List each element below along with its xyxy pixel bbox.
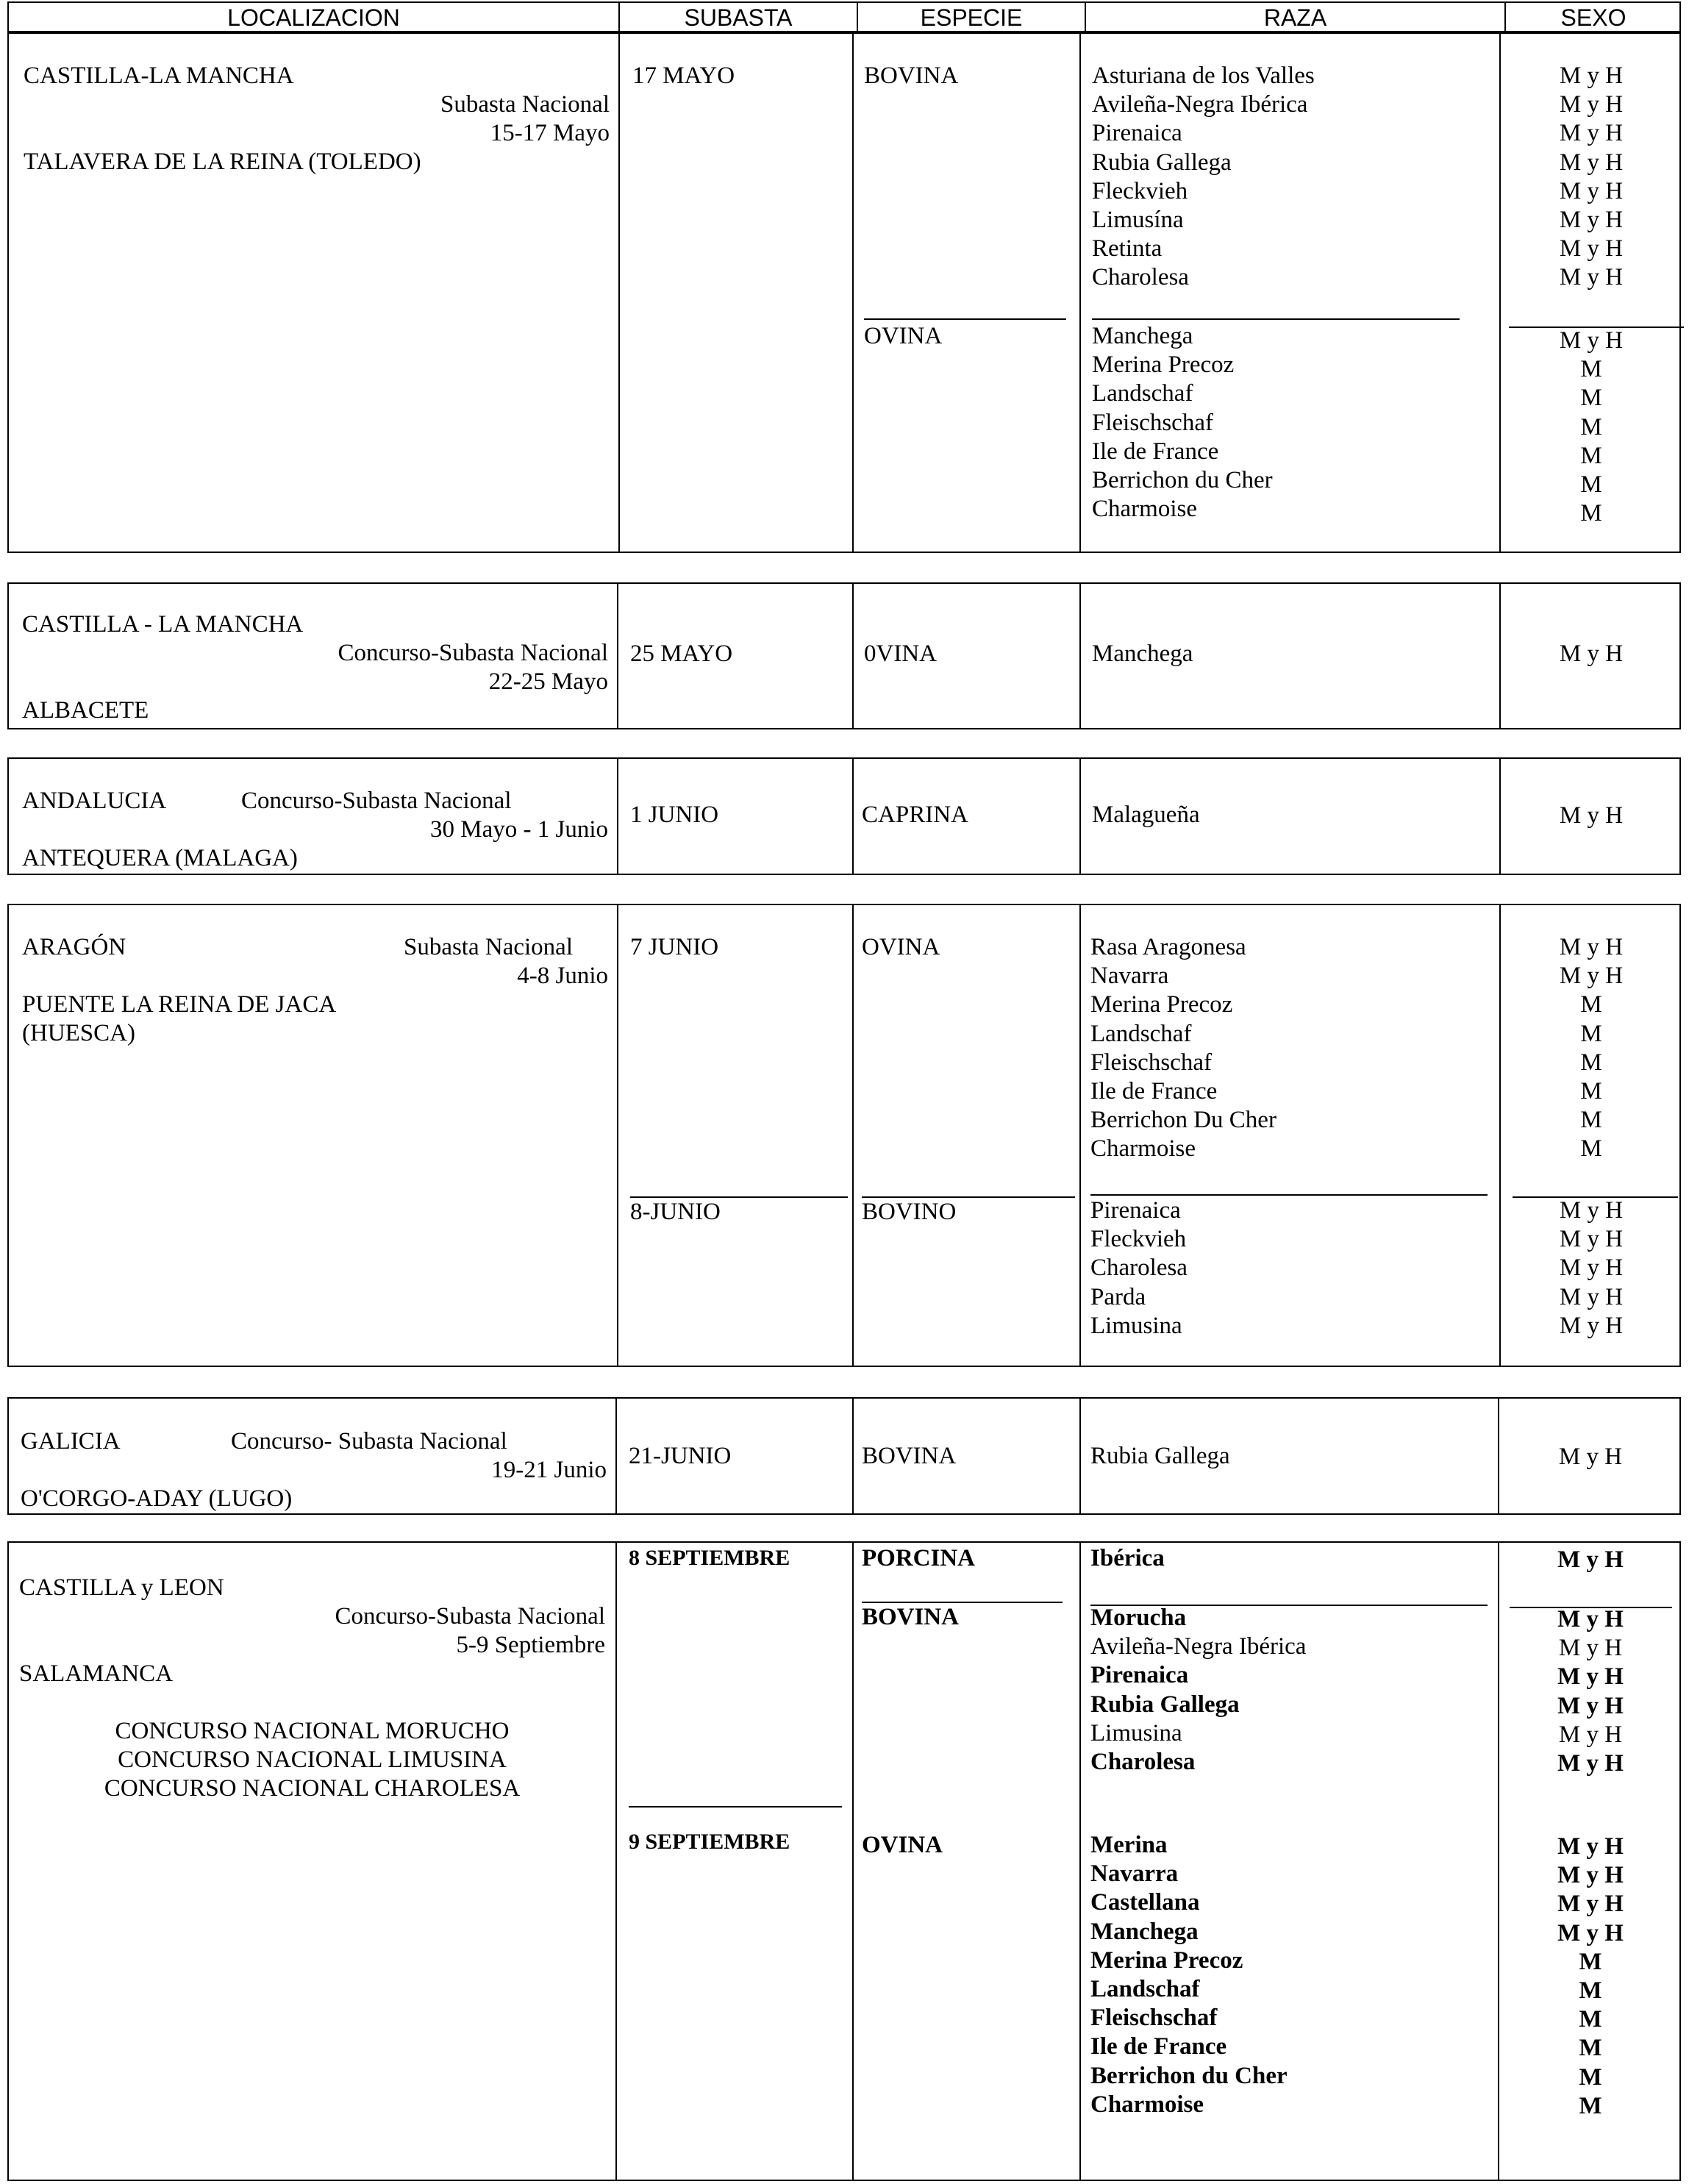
event-dates: 30 Mayo - 1 Junio [430, 816, 608, 843]
subasta-date: 25 MAYO [630, 640, 733, 667]
sexo-item: M y H [1559, 1283, 1624, 1310]
sexo-item: M y H [1559, 235, 1624, 263]
event-type: Subasta Nacional [440, 91, 610, 118]
raza-item: Landschaf [1090, 1020, 1192, 1047]
sexo-item: M [1579, 2063, 1602, 2091]
event-type: Concurso- Subasta Nacional [231, 1428, 507, 1455]
sexo-item: M y H [1559, 1197, 1624, 1224]
raza-item: Berrichon du Cher [1090, 2062, 1288, 2089]
raza-item: Merina Precoz [1092, 351, 1235, 379]
raza-item: Ile de France [1090, 2033, 1227, 2060]
subasta-date: 8-JUNIO [630, 1199, 721, 1225]
sexo-item: M [1580, 1135, 1602, 1163]
sexo-item: M y H [1557, 1891, 1624, 1918]
raza-item: Merina Precoz [1090, 1946, 1243, 1974]
sexo-item: M y H [1557, 1749, 1624, 1777]
sexo-item: M y H [1557, 1606, 1624, 1632]
region-name: ANDALUCIA [22, 788, 167, 814]
group-divider [1090, 1194, 1488, 1196]
sexo-item: M [1580, 1107, 1602, 1134]
region-name: CASTILLA - LA MANCHA [22, 611, 304, 638]
raza-item: Ibérica [1090, 1545, 1165, 1571]
sexo-item: M y H [1559, 206, 1624, 233]
event-dates: 22-25 Mayo [488, 668, 608, 695]
sexo-item: M y H [1559, 934, 1624, 960]
region-name: CASTILLA-LA MANCHA [24, 63, 294, 89]
raza-item: Castellana [1090, 1889, 1200, 1916]
raza-item: Limusina [1090, 1719, 1182, 1746]
especie-label: 0VINA [864, 640, 937, 667]
raza-item: Pirenaica [1090, 1197, 1181, 1224]
sexo-item: M y H [1557, 1663, 1624, 1691]
sexo-item: M y H [1559, 1255, 1624, 1282]
raza-item: Pirenaica [1092, 120, 1182, 147]
sexo-list [1499, 1833, 1682, 2121]
event-dates: 5-9 Septiembre [456, 1632, 605, 1658]
raza-item: Avileña-Negra Ibérica [1090, 1633, 1307, 1660]
header-subasta: SUBASTA [620, 3, 858, 31]
raza-item: Asturiana de los Valles [1092, 63, 1315, 89]
sexo-item: M y H [1559, 120, 1624, 147]
sexo-item: M [1579, 1977, 1602, 2004]
sexo-item: M y H [1559, 264, 1624, 291]
raza-item: Charolesa [1090, 1255, 1188, 1282]
sexo-item: M y H [1559, 640, 1624, 667]
sexo-item: M [1579, 1948, 1602, 1975]
subasta-date: 9 SEPTIEMBRE [629, 1830, 790, 1854]
sexo-item: M y H [1559, 802, 1624, 829]
concurso-item: CONCURSO NACIONAL CHAROLESA [104, 1775, 521, 1802]
event-dates: 4-8 Junio [517, 963, 608, 989]
raza-item: Landschaf [1092, 380, 1193, 407]
especie-label: BOVINA [862, 1604, 960, 1630]
sexo-item: M [1579, 2035, 1602, 2062]
subasta-date: 17 MAYO [632, 63, 735, 89]
raza-item: Fleischschaf [1090, 1049, 1212, 1076]
raza-item: Parda [1090, 1283, 1146, 1310]
sexo-item: M y H [1557, 1919, 1624, 1946]
auction-block-galicia [7, 1397, 1681, 1515]
sexo-list [1501, 62, 1682, 293]
sexo-item: M y H [1559, 1226, 1624, 1253]
raza-item: Navarra [1090, 963, 1169, 990]
sexo-item: M y H [1558, 1721, 1623, 1748]
sexo-list [1501, 1196, 1682, 1341]
sexo-item: M y H [1559, 327, 1624, 354]
event-place: ANTEQUERA (MALAGA) [22, 845, 298, 871]
raza-item: Morucha [1090, 1605, 1187, 1631]
subasta-date: 21-JUNIO [629, 1443, 732, 1469]
raza-item: Ile de France [1092, 438, 1219, 465]
sexo-item: M y H [1559, 63, 1624, 89]
raza-item: Rubia Gallega [1090, 1691, 1240, 1718]
especie-label: OVINA [862, 934, 940, 960]
header-sexo: SEXO [1560, 4, 1626, 31]
auction-block-salamanca [7, 1541, 1681, 2181]
especie-label: PORCINA [862, 1545, 975, 1571]
raza-item: Limusína [1092, 206, 1184, 233]
event-type: Subasta Nacional [403, 934, 573, 960]
raza-item: Berrichon du Cher [1092, 466, 1273, 493]
table-header [7, 1, 1681, 32]
region-name: GALICIA [21, 1428, 121, 1455]
raza-item: Charmoise [1092, 496, 1197, 523]
event-place-province: (HUESCA) [22, 1020, 135, 1046]
header-localizacion: LOCALIZACION [9, 3, 620, 31]
event-place: O'CORGO-ADAY (LUGO) [21, 1485, 293, 1512]
raza-item: Retinta [1092, 235, 1163, 263]
region-name: ARAGÓN [22, 934, 126, 960]
raza-item: Berrichon Du Cher [1090, 1107, 1276, 1134]
raza-item: Merina Precoz [1090, 991, 1233, 1018]
auction-block-aragon [7, 904, 1681, 1367]
event-place: TALAVERA DE LA REINA (TOLEDO) [24, 149, 421, 175]
subasta-date: 8 SEPTIEMBRE [629, 1546, 790, 1570]
raza-list [1090, 1604, 1306, 1777]
raza-item: Avileña-Negra Ibérica [1092, 91, 1308, 118]
sexo-item: M [1580, 356, 1602, 383]
concurso-item: CONCURSO NACIONAL LIMUSINA [118, 1746, 507, 1773]
region-name: CASTILLA y LEON [19, 1574, 224, 1601]
event-place: SALAMANCA [19, 1660, 174, 1687]
especie-label: CAPRINA [862, 802, 968, 828]
raza-item: Rubia Gallega [1090, 1443, 1230, 1469]
raza-item: Charolesa [1092, 264, 1189, 291]
sexo-item: M [1580, 1077, 1602, 1105]
sexo-item: M [1580, 442, 1602, 469]
event-dates: 19-21 Junio [491, 1457, 607, 1483]
event-dates: 15-17 Mayo [490, 120, 610, 146]
event-type: Concurso-Subasta Nacional [241, 788, 512, 814]
sexo-item: M y H [1559, 91, 1624, 118]
raza-item: Rasa Aragonesa [1090, 934, 1246, 960]
raza-item: Manchega [1092, 640, 1193, 667]
sexo-item: M [1580, 385, 1602, 412]
sexo-item: M [1580, 1020, 1602, 1047]
sexo-item: M y H [1557, 1692, 1624, 1719]
sexo-item: M y H [1558, 1443, 1623, 1470]
group-divider [629, 1806, 842, 1807]
sexo-item: M y H [1559, 963, 1624, 990]
group-divider [1092, 318, 1460, 320]
sexo-list [1501, 326, 1682, 528]
header-especie: ESPECIE [858, 3, 1086, 31]
raza-list [1090, 1831, 1288, 2119]
raza-list [1090, 1196, 1188, 1341]
raza-item: Fleckvieh [1090, 1226, 1187, 1253]
auction-block-albacete [7, 582, 1681, 729]
sexo-item: M [1580, 500, 1602, 527]
raza-item: Fleischschaf [1092, 409, 1213, 436]
event-place: PUENTE LA REINA DE JACA [22, 991, 337, 1018]
especie-label: BOVINO [862, 1199, 957, 1225]
group-divider [864, 318, 1066, 320]
subasta-date: 7 JUNIO [630, 934, 719, 960]
raza-item: Rubia Gallega [1092, 149, 1232, 176]
raza-item: Ile de France [1090, 1077, 1218, 1105]
sexo-item: M [1580, 991, 1602, 1018]
raza-item: Fleckvieh [1092, 177, 1188, 204]
raza-item: Malagueña [1092, 802, 1200, 828]
subasta-date: 1 JUNIO [630, 802, 719, 828]
sexo-item: M y H [1559, 1312, 1624, 1339]
especie-label: OVINA [864, 323, 943, 349]
auction-block-antequera [7, 757, 1681, 875]
especie-label: BOVINA [864, 63, 959, 89]
event-type: Concurso-Subasta Nacional [338, 640, 608, 666]
raza-item: Charolesa [1090, 1748, 1196, 1775]
especie-label: BOVINA [862, 1443, 957, 1469]
sexo-item: M [1580, 471, 1602, 498]
auction-block-talavera [7, 32, 1681, 553]
raza-list [1092, 62, 1315, 293]
raza-item: Charmoise [1090, 2091, 1204, 2118]
sexo-item: M y H [1557, 1862, 1624, 1889]
raza-item: Landschaf [1090, 1975, 1200, 2002]
header-raza: RAZA [1086, 3, 1506, 31]
raza-list [1090, 933, 1276, 1164]
raza-item: Merina [1090, 1832, 1168, 1858]
sexo-item: M y H [1559, 177, 1624, 204]
sexo-item: M y H [1558, 1635, 1623, 1662]
raza-item: Manchega [1090, 1918, 1199, 1945]
raza-item: Fleischschaf [1090, 2005, 1218, 2032]
sexo-item: M [1579, 2006, 1602, 2033]
sexo-list [1499, 1605, 1682, 1778]
sexo-item: M y H [1559, 149, 1624, 176]
raza-item: Manchega [1092, 323, 1193, 349]
raza-item: Charmoise [1090, 1135, 1196, 1163]
raza-item: Limusina [1090, 1312, 1182, 1339]
sexo-item: M y H [1557, 1546, 1624, 1573]
sexo-item: M [1580, 413, 1602, 440]
event-type: Concurso-Subasta Nacional [335, 1603, 605, 1630]
event-place: ALBACETE [22, 697, 149, 724]
sexo-item: M [1580, 1049, 1602, 1076]
raza-list [1092, 322, 1273, 524]
raza-item: Pirenaica [1090, 1662, 1189, 1689]
raza-item: Navarra [1090, 1860, 1179, 1888]
sexo-item: M [1579, 2092, 1602, 2119]
especie-label: OVINA [862, 1832, 943, 1858]
concurso-item: CONCURSO NACIONAL MORUCHO [115, 1718, 510, 1744]
sexo-item: M y H [1557, 1833, 1624, 1860]
sexo-list [1501, 933, 1682, 1164]
